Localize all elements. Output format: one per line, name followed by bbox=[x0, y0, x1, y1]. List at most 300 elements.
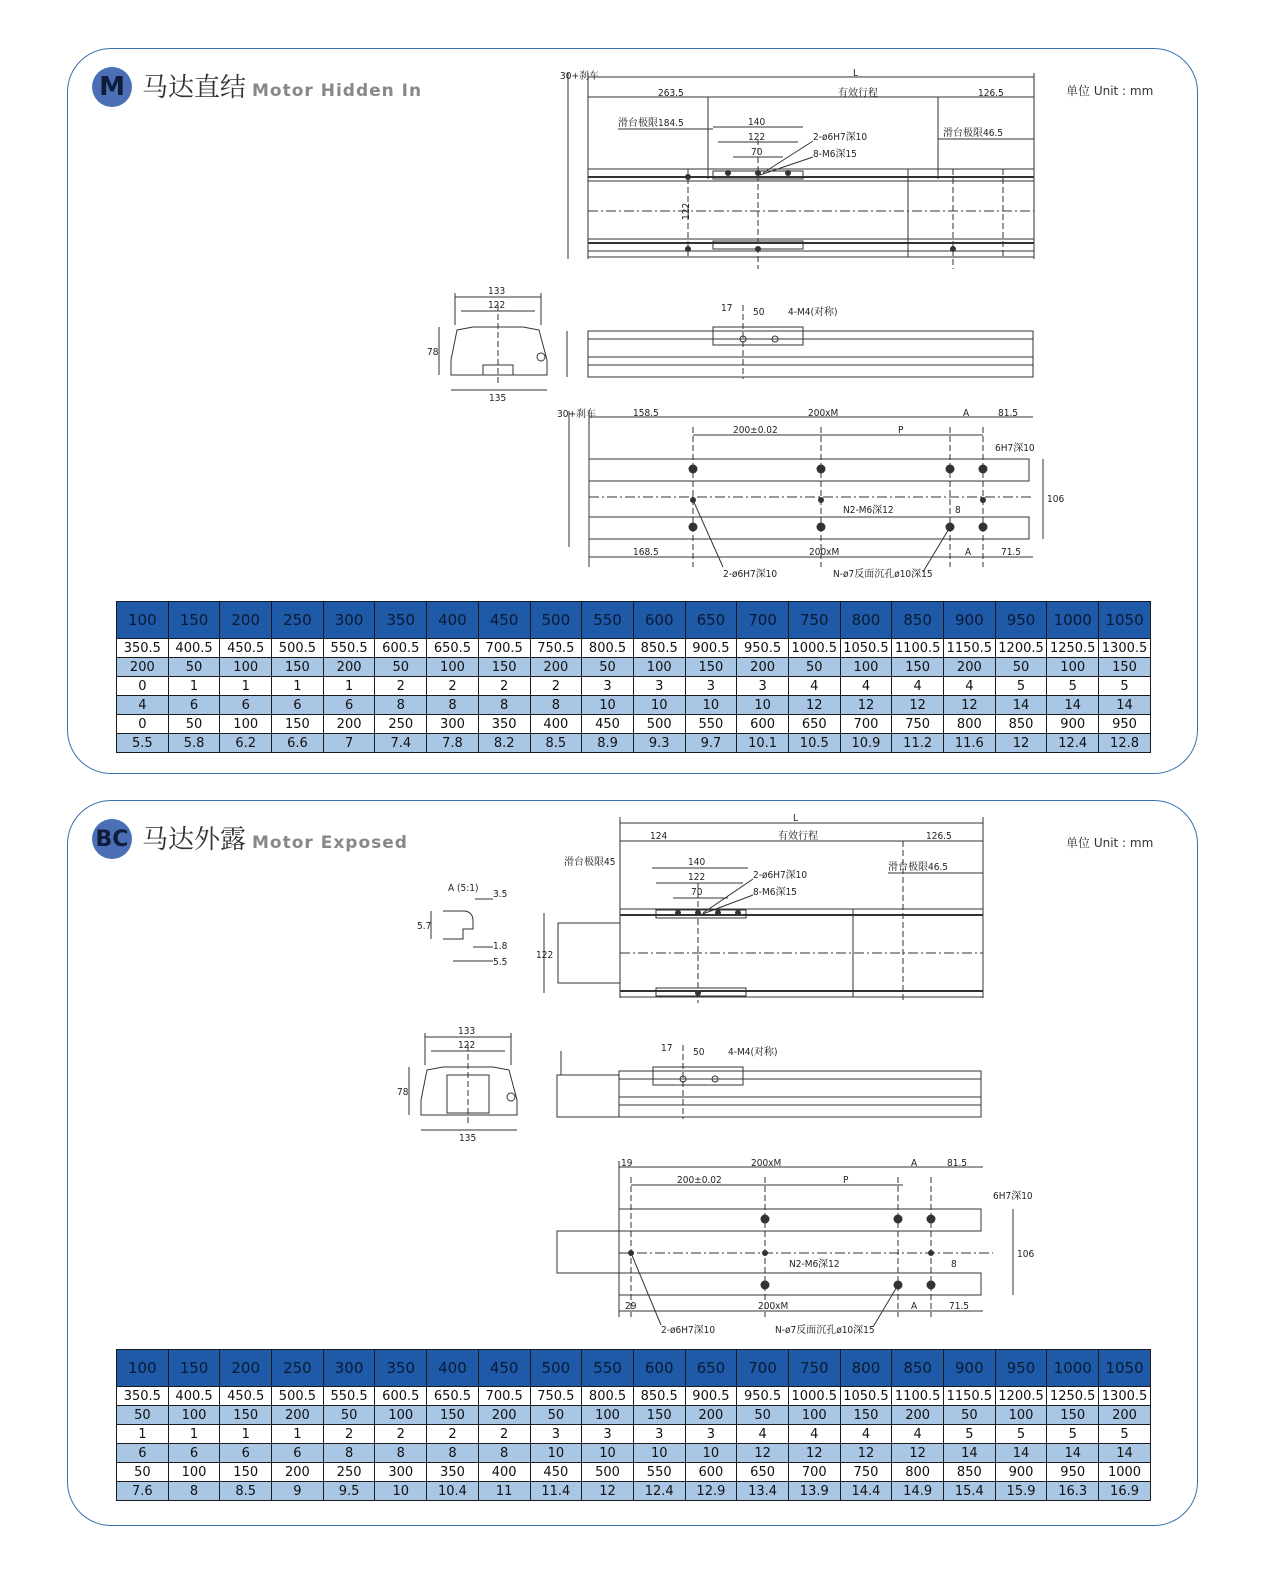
dim-A: A bbox=[911, 1158, 918, 1169]
table-cell: 6.2 bbox=[220, 734, 272, 753]
table-cell: 100 bbox=[1047, 658, 1099, 677]
table-row bbox=[117, 1406, 1151, 1425]
table-cell: 8 bbox=[375, 1444, 427, 1463]
table-cell: 15.4 bbox=[944, 1482, 996, 1501]
table-cell: 200 bbox=[737, 658, 789, 677]
table-cell: 450.5 bbox=[220, 1387, 272, 1406]
table-cell: 3 bbox=[530, 1425, 582, 1444]
table-cell: 1000.5 bbox=[788, 1387, 840, 1406]
table-cell: 12 bbox=[737, 1444, 789, 1463]
table-cell: 200 bbox=[1099, 1406, 1151, 1425]
table-cell: 6 bbox=[272, 696, 324, 715]
table-cell: 950 bbox=[1047, 1463, 1099, 1482]
table-cell: 600.5 bbox=[375, 639, 427, 658]
table-cell: 150 bbox=[272, 658, 324, 677]
table-cell: 4 bbox=[737, 1425, 789, 1444]
table-cell: 2 bbox=[375, 677, 427, 696]
table-cell: 200 bbox=[685, 1406, 737, 1425]
dim-A2: A bbox=[965, 547, 972, 558]
top-view-drawing bbox=[538, 813, 988, 1003]
table-cell: 4 bbox=[840, 677, 892, 696]
table-cell: 50 bbox=[117, 1463, 169, 1482]
table-cell: 8 bbox=[168, 1482, 220, 1501]
dim-81: 81.5 bbox=[947, 1158, 968, 1169]
table-cell: 400 bbox=[530, 715, 582, 734]
table-cell: 5 bbox=[1047, 1425, 1099, 1444]
table-cell: 100 bbox=[375, 1406, 427, 1425]
table-cell: 50 bbox=[944, 1406, 996, 1425]
dim-P: P bbox=[898, 425, 904, 436]
table-cell: 1250.5 bbox=[1047, 1387, 1099, 1406]
dim-135: 135 bbox=[489, 393, 507, 404]
dim-50: 50 bbox=[693, 1047, 705, 1058]
table-cell: 8 bbox=[427, 696, 479, 715]
table-cell: 150 bbox=[272, 715, 324, 734]
table-cell: 13.9 bbox=[788, 1482, 840, 1501]
table-cell: 550 bbox=[633, 1463, 685, 1482]
table-header-cell: 1000 bbox=[1047, 1350, 1099, 1387]
table-cell: 350.5 bbox=[117, 639, 169, 658]
table-cell: 1050.5 bbox=[840, 639, 892, 658]
table-cell: 150 bbox=[1047, 1406, 1099, 1425]
table-header-cell: 850 bbox=[892, 602, 944, 639]
table-cell: 10.4 bbox=[427, 1482, 479, 1501]
table-cell: 8 bbox=[478, 696, 530, 715]
dim-122b: 122 bbox=[458, 1040, 476, 1051]
table-cell: 12.4 bbox=[633, 1482, 685, 1501]
dim-P: P bbox=[843, 1175, 849, 1186]
table-cell: 950.5 bbox=[737, 1387, 789, 1406]
n2m6-label: N2-M6深12 bbox=[843, 505, 894, 516]
table-header-cell: 750 bbox=[788, 1350, 840, 1387]
dim-stroke: 有效行程 bbox=[838, 88, 878, 99]
table-row bbox=[117, 1444, 1151, 1463]
table-cell: 600 bbox=[685, 1463, 737, 1482]
dim-50: 50 bbox=[753, 307, 765, 318]
table-cell: 750.5 bbox=[530, 639, 582, 658]
table-header-cell: 750 bbox=[788, 602, 840, 639]
table-cell: 500 bbox=[582, 1463, 634, 1482]
detail-a-drawing bbox=[413, 881, 523, 976]
dim-200tol: 200±0.02 bbox=[733, 425, 778, 436]
unit-label: 单位 Unit : mm bbox=[1066, 84, 1154, 98]
table-cell: 150 bbox=[220, 1463, 272, 1482]
hole-label-1: 2-ø6H7深10 bbox=[813, 132, 868, 143]
table-header-row bbox=[117, 1350, 1151, 1387]
table-cell: 8 bbox=[478, 1444, 530, 1463]
table-cell: 4 bbox=[788, 1425, 840, 1444]
table-cell: 50 bbox=[788, 658, 840, 677]
table-header-cell: 400 bbox=[427, 602, 479, 639]
table-cell: 8 bbox=[375, 696, 427, 715]
table-cell: 100 bbox=[995, 1406, 1047, 1425]
table-cell: 200 bbox=[892, 1406, 944, 1425]
dim-1-8: 1.8 bbox=[493, 941, 508, 952]
table-cell: 200 bbox=[272, 1406, 324, 1425]
table-cell: 200 bbox=[323, 658, 375, 677]
dim-brake: 30+刹车 bbox=[560, 71, 599, 82]
table-cell: 7.6 bbox=[117, 1482, 169, 1501]
dim-limit-right: 滑台极限46.5 bbox=[943, 128, 1004, 139]
table-cell: 2 bbox=[530, 677, 582, 696]
table-cell: 6 bbox=[117, 1444, 169, 1463]
hole-label-3: 2-ø6H7深10 bbox=[661, 1325, 716, 1336]
table-header-cell: 1050 bbox=[1099, 1350, 1151, 1387]
table-cell: 200 bbox=[272, 1463, 324, 1482]
section-motor-exposed bbox=[67, 800, 1198, 1526]
table-cell: 5 bbox=[1047, 677, 1099, 696]
dim-height-122: 122 bbox=[536, 950, 554, 961]
table-cell: 1 bbox=[168, 1425, 220, 1444]
table-cell: 700.5 bbox=[478, 1387, 530, 1406]
dim-135: 135 bbox=[459, 1133, 477, 1144]
table-header-cell: 200 bbox=[220, 1350, 272, 1387]
table-header-cell: 500 bbox=[530, 602, 582, 639]
table-cell: 6 bbox=[220, 696, 272, 715]
table-cell: 9.3 bbox=[633, 734, 685, 753]
table-cell: 14 bbox=[944, 1444, 996, 1463]
table-cell: 8.5 bbox=[220, 1482, 272, 1501]
dim-200m2: 200xM bbox=[758, 1301, 789, 1312]
table-header-cell: 400 bbox=[427, 1350, 479, 1387]
table-cell: 550.5 bbox=[323, 639, 375, 658]
table-cell: 14 bbox=[1099, 696, 1151, 715]
table-cell: 650.5 bbox=[427, 639, 479, 658]
dim-3-5: 3.5 bbox=[493, 889, 508, 900]
table-cell: 12.4 bbox=[1047, 734, 1099, 753]
table-header-cell: 550 bbox=[582, 1350, 634, 1387]
table-cell: 100 bbox=[840, 658, 892, 677]
table-cell: 200 bbox=[117, 658, 169, 677]
table-cell: 50 bbox=[117, 1406, 169, 1425]
table-cell: 250 bbox=[375, 715, 427, 734]
table-cell: 10 bbox=[685, 696, 737, 715]
table-cell: 750 bbox=[892, 715, 944, 734]
dim-brake-b: 30+刹车 bbox=[557, 409, 596, 420]
n2m6-label: N2-M6深12 bbox=[789, 1259, 840, 1270]
table-cell: 1250.5 bbox=[1047, 639, 1099, 658]
table-cell: 3 bbox=[582, 1425, 634, 1444]
dim-limit-right: 滑台极限46.5 bbox=[888, 862, 949, 873]
dim-81: 81.5 bbox=[998, 408, 1019, 419]
table-cell: 150 bbox=[633, 1406, 685, 1425]
dim-133: 133 bbox=[458, 1026, 476, 1037]
dim-width-122: 122 bbox=[681, 202, 692, 220]
hole-6h7: 6H7深10 bbox=[995, 443, 1035, 454]
table-cell: 5.8 bbox=[168, 734, 220, 753]
table-cell: 100 bbox=[220, 715, 272, 734]
table-cell: 450.5 bbox=[220, 639, 272, 658]
table-cell: 14.4 bbox=[840, 1482, 892, 1501]
dim-70: 70 bbox=[691, 887, 703, 898]
table-cell: 100 bbox=[220, 658, 272, 677]
dim-106: 106 bbox=[1017, 1249, 1035, 1260]
dim-126: 126.5 bbox=[926, 831, 952, 842]
table-cell: 4 bbox=[944, 677, 996, 696]
table-cell: 800 bbox=[944, 715, 996, 734]
table-cell: 1 bbox=[220, 1425, 272, 1444]
table-header-cell: 900 bbox=[944, 1350, 996, 1387]
table-cell: 5.5 bbox=[117, 734, 169, 753]
table-cell: 3 bbox=[685, 677, 737, 696]
table-header-cell: 800 bbox=[840, 1350, 892, 1387]
table-cell: 100 bbox=[168, 1406, 220, 1425]
table-cell: 850.5 bbox=[633, 639, 685, 658]
table-cell: 6 bbox=[168, 1444, 220, 1463]
table-cell: 1 bbox=[323, 677, 375, 696]
table-cell: 6 bbox=[220, 1444, 272, 1463]
table-cell: 1200.5 bbox=[995, 1387, 1047, 1406]
hole-label-4: N-ø7反面沉孔ø10深15 bbox=[775, 1325, 875, 1336]
table-header-cell: 700 bbox=[737, 602, 789, 639]
table-cell: 4 bbox=[788, 677, 840, 696]
dim-71: 71.5 bbox=[1001, 547, 1022, 558]
dim-limit-left: 滑台极限184.5 bbox=[618, 118, 684, 129]
table-cell: 350 bbox=[478, 715, 530, 734]
section-title bbox=[142, 819, 408, 856]
table-cell: 12 bbox=[995, 734, 1047, 753]
table-cell: 400 bbox=[478, 1463, 530, 1482]
table-cell: 2 bbox=[478, 677, 530, 696]
table-cell: 12 bbox=[944, 696, 996, 715]
section-title-cn: 马达直结 bbox=[142, 73, 247, 103]
table-cell: 10.5 bbox=[788, 734, 840, 753]
table-cell: 750 bbox=[840, 1463, 892, 1482]
table-cell: 2 bbox=[323, 1425, 375, 1444]
table-header-cell: 450 bbox=[478, 1350, 530, 1387]
table-cell: 1300.5 bbox=[1099, 1387, 1151, 1406]
table-cell: 14.9 bbox=[892, 1482, 944, 1501]
table-row bbox=[117, 1425, 1151, 1444]
table-header-cell: 300 bbox=[323, 1350, 375, 1387]
table-header-cell: 100 bbox=[117, 602, 169, 639]
table-cell: 7 bbox=[323, 734, 375, 753]
table-header-cell: 650 bbox=[685, 1350, 737, 1387]
table-cell: 5 bbox=[1099, 677, 1151, 696]
hole-label-1: 2-ø6H7深10 bbox=[753, 870, 808, 881]
table-header-cell: 700 bbox=[737, 1350, 789, 1387]
table-cell: 10.1 bbox=[737, 734, 789, 753]
table-cell: 9.5 bbox=[323, 1482, 375, 1501]
table-cell: 10 bbox=[375, 1482, 427, 1501]
table-cell: 10 bbox=[633, 1444, 685, 1463]
table-cell: 8 bbox=[427, 1444, 479, 1463]
table-cell: 12 bbox=[840, 1444, 892, 1463]
table-cell: 3 bbox=[685, 1425, 737, 1444]
table-cell: 6 bbox=[323, 696, 375, 715]
table-cell: 850 bbox=[995, 715, 1047, 734]
table-cell: 550.5 bbox=[323, 1387, 375, 1406]
dim-limit-left: 滑台极限45 bbox=[564, 857, 616, 868]
table-cell: 5 bbox=[944, 1425, 996, 1444]
dim-133: 133 bbox=[488, 286, 506, 297]
table-cell: 750.5 bbox=[530, 1387, 582, 1406]
table-cell: 150 bbox=[840, 1406, 892, 1425]
table-cell: 950 bbox=[1099, 715, 1151, 734]
dim-122: 122 bbox=[748, 132, 766, 143]
table-cell: 4 bbox=[117, 696, 169, 715]
table-cell: 900.5 bbox=[685, 639, 737, 658]
table-cell: 10 bbox=[582, 696, 634, 715]
table-cell: 2 bbox=[478, 1425, 530, 1444]
dim-8: 8 bbox=[951, 1259, 957, 1270]
dim-71: 71.5 bbox=[949, 1301, 970, 1312]
table-row bbox=[117, 1387, 1151, 1406]
table-cell: 700.5 bbox=[478, 639, 530, 658]
table-cell: 350.5 bbox=[117, 1387, 169, 1406]
section-title-en: Motor Exposed bbox=[252, 833, 408, 853]
table-cell: 12 bbox=[892, 696, 944, 715]
table-cell: 500 bbox=[633, 715, 685, 734]
table-header-cell: 250 bbox=[272, 602, 324, 639]
dim-A: A bbox=[963, 408, 970, 419]
table-cell: 400.5 bbox=[168, 1387, 220, 1406]
dim-122b: 122 bbox=[488, 300, 506, 311]
table-cell: 11.2 bbox=[892, 734, 944, 753]
table-cell: 12.8 bbox=[1099, 734, 1151, 753]
table-row bbox=[117, 677, 1151, 696]
dim-5-5: 5.5 bbox=[493, 957, 508, 968]
table-cell: 2 bbox=[375, 1425, 427, 1444]
dim-106: 106 bbox=[1047, 494, 1065, 505]
bottom-view-drawing bbox=[553, 407, 1063, 587]
unit-label: 单位 Unit : mm bbox=[1066, 836, 1154, 850]
dim-200m: 200xM bbox=[751, 1158, 782, 1169]
table-cell: 12 bbox=[788, 696, 840, 715]
table-cell: 10 bbox=[737, 696, 789, 715]
table-header-cell: 650 bbox=[685, 602, 737, 639]
dim-200tol: 200±0.02 bbox=[677, 1175, 722, 1186]
table-cell: 4 bbox=[892, 1425, 944, 1444]
table-cell: 1 bbox=[272, 1425, 324, 1444]
table-cell: 5 bbox=[995, 1425, 1047, 1444]
hole-6h7: 6H7深10 bbox=[993, 1191, 1033, 1202]
table-cell: 1100.5 bbox=[892, 639, 944, 658]
table-cell: 8.9 bbox=[582, 734, 634, 753]
table-header-cell: 250 bbox=[272, 1350, 324, 1387]
table-header-cell: 1050 bbox=[1099, 602, 1151, 639]
hole-label-2: 8-M6深15 bbox=[753, 887, 797, 898]
table-cell: 12 bbox=[892, 1444, 944, 1463]
table-cell: 50 bbox=[323, 1406, 375, 1425]
table-cell: 50 bbox=[737, 1406, 789, 1425]
table-cell: 8 bbox=[323, 1444, 375, 1463]
table-cell: 0 bbox=[117, 677, 169, 696]
table-cell: 1 bbox=[272, 677, 324, 696]
table-header-cell: 150 bbox=[168, 602, 220, 639]
table-header-cell: 950 bbox=[995, 602, 1047, 639]
hole-label-2: 8-M6深15 bbox=[813, 149, 857, 160]
dim-140: 140 bbox=[748, 117, 766, 128]
table-cell: 150 bbox=[478, 658, 530, 677]
table-cell: 100 bbox=[427, 658, 479, 677]
table-cell: 1000 bbox=[1099, 1463, 1151, 1482]
detail-label: A (5:1) bbox=[448, 883, 479, 894]
table-header-cell: 1000 bbox=[1047, 602, 1099, 639]
table-cell: 50 bbox=[168, 658, 220, 677]
m4-label: 4-M4(对称) bbox=[788, 307, 838, 318]
dim-stroke: 有效行程 bbox=[778, 831, 818, 842]
table-cell: 3 bbox=[737, 677, 789, 696]
table-cell: 14 bbox=[1047, 1444, 1099, 1463]
table-cell: 500.5 bbox=[272, 1387, 324, 1406]
dim-78: 78 bbox=[427, 347, 439, 358]
dim-length: L bbox=[793, 813, 799, 824]
table-cell: 600.5 bbox=[375, 1387, 427, 1406]
table-cell: 650 bbox=[737, 1463, 789, 1482]
side-view-drawing bbox=[563, 299, 1043, 384]
table-cell: 4 bbox=[840, 1425, 892, 1444]
table-header-cell: 950 bbox=[995, 1350, 1047, 1387]
table-cell: 400.5 bbox=[168, 639, 220, 658]
dim-78: 78 bbox=[397, 1087, 409, 1098]
table-row bbox=[117, 696, 1151, 715]
table-cell: 14 bbox=[1047, 696, 1099, 715]
table-cell: 6 bbox=[168, 696, 220, 715]
table-cell: 150 bbox=[1099, 658, 1151, 677]
table-row bbox=[117, 1463, 1151, 1482]
table-cell: 550 bbox=[685, 715, 737, 734]
table-cell: 3 bbox=[582, 677, 634, 696]
bottom-view-drawing bbox=[553, 1157, 1063, 1339]
table-cell: 200 bbox=[323, 715, 375, 734]
table-cell: 9.7 bbox=[685, 734, 737, 753]
table-cell: 7.4 bbox=[375, 734, 427, 753]
table-cell: 50 bbox=[375, 658, 427, 677]
dim-29: 29 bbox=[625, 1301, 637, 1312]
table-cell: 11.6 bbox=[944, 734, 996, 753]
section-badge: M bbox=[92, 67, 132, 107]
table-cell: 10 bbox=[582, 1444, 634, 1463]
table-header-cell: 850 bbox=[892, 1350, 944, 1387]
dim-length: L bbox=[853, 68, 859, 79]
table-cell: 8 bbox=[530, 696, 582, 715]
table-header-cell: 900 bbox=[944, 602, 996, 639]
table-cell: 900 bbox=[995, 1463, 1047, 1482]
table-cell: 900 bbox=[1047, 715, 1099, 734]
table-cell: 4 bbox=[892, 677, 944, 696]
table-cell: 1 bbox=[220, 677, 272, 696]
table-cell: 800.5 bbox=[582, 1387, 634, 1406]
table-cell: 10 bbox=[633, 696, 685, 715]
table-cell: 12 bbox=[840, 696, 892, 715]
table-cell: 2 bbox=[427, 1425, 479, 1444]
m4-label: 4-M4(对称) bbox=[728, 1047, 778, 1058]
table-cell: 16.3 bbox=[1047, 1482, 1099, 1501]
table-cell: 1050.5 bbox=[840, 1387, 892, 1406]
table-cell: 3 bbox=[633, 1425, 685, 1444]
table-row bbox=[117, 715, 1151, 734]
table-header-cell: 200 bbox=[220, 602, 272, 639]
section-title-en: Motor Hidden In bbox=[252, 81, 423, 101]
table-cell: 200 bbox=[478, 1406, 530, 1425]
table-cell: 350 bbox=[427, 1463, 479, 1482]
dim-70: 70 bbox=[751, 147, 763, 158]
table-cell: 850 bbox=[944, 1463, 996, 1482]
table-cell: 150 bbox=[427, 1406, 479, 1425]
table-cell: 6 bbox=[272, 1444, 324, 1463]
table-cell: 500.5 bbox=[272, 639, 324, 658]
table-header-cell: 600 bbox=[633, 602, 685, 639]
table-cell: 12.9 bbox=[685, 1482, 737, 1501]
dim-8: 8 bbox=[955, 505, 961, 516]
table-cell: 12 bbox=[788, 1444, 840, 1463]
table-cell: 250 bbox=[323, 1463, 375, 1482]
section-title bbox=[142, 67, 422, 104]
table-cell: 300 bbox=[427, 715, 479, 734]
dim-126: 126.5 bbox=[978, 88, 1004, 99]
table-cell: 9 bbox=[272, 1482, 324, 1501]
